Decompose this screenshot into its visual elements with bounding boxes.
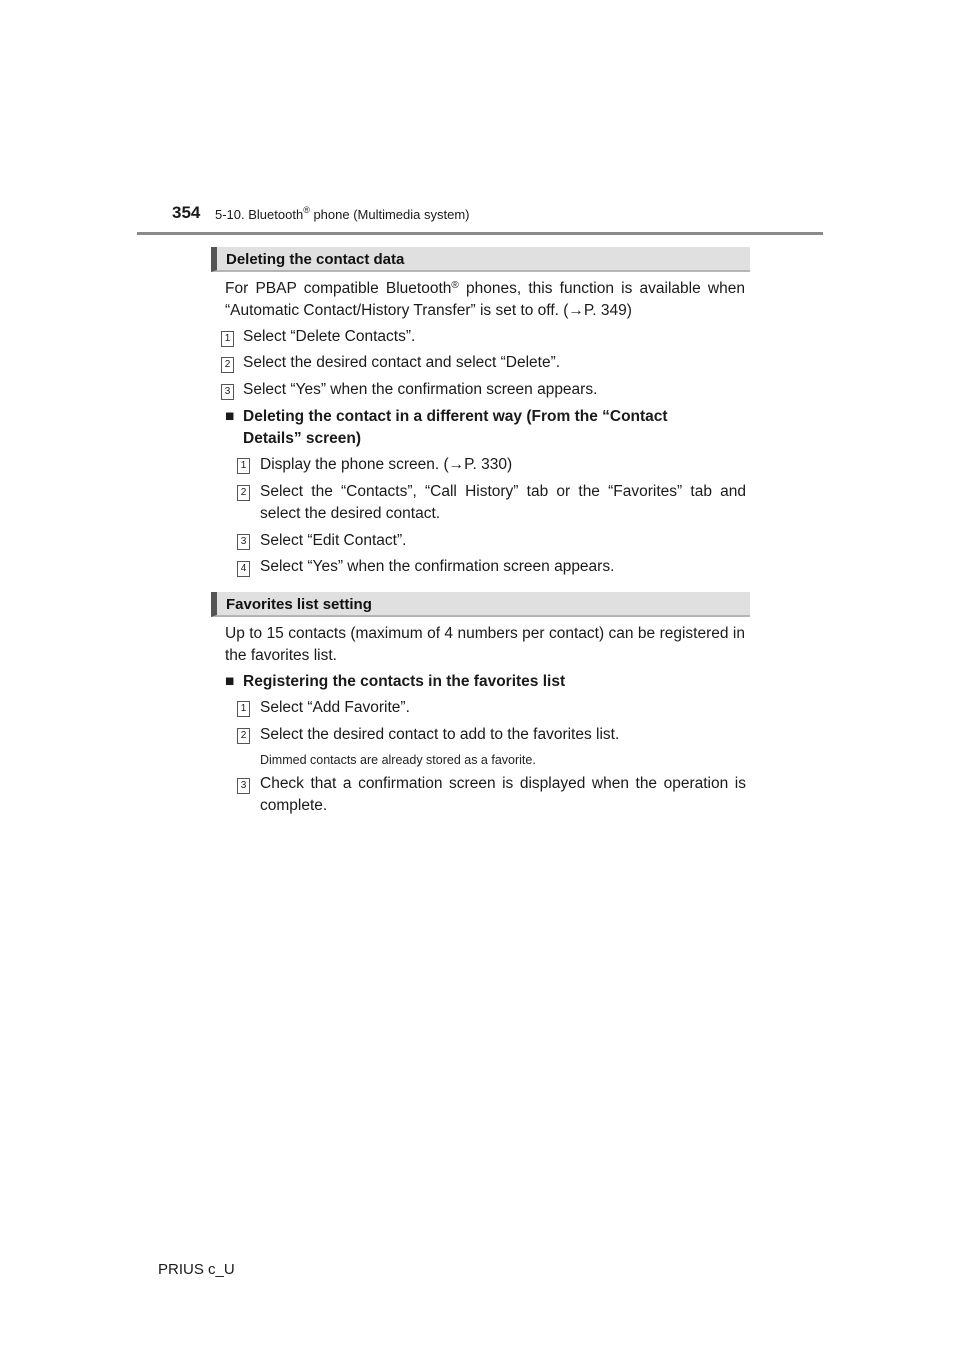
section2-intro: Up to 15 contacts (maximum of 4 numbers per contact) can be registered in the favorites list. <box>225 625 745 664</box>
step-text: Check that a confirmation screen is displayed when the operation is complete. <box>260 775 746 814</box>
step-text: Select “Yes” when the confirmation screen appears. <box>243 381 598 398</box>
section-heading-favorites: Favorites list setting <box>211 592 750 617</box>
step-number: 1 <box>237 458 250 474</box>
chapter-title: 5-10. Bluetooth® phone (Multimedia system) <box>215 205 470 222</box>
subheading-delete-different-way: ■ Deleting the contact in a different way (From the “Contact Details” screen) <box>225 408 668 447</box>
square-bullet-icon: ■ <box>225 408 235 425</box>
step-text: Select “Yes” when the confirmation screen appears. <box>260 558 615 575</box>
step-number: 3 <box>237 534 250 550</box>
note-dimmed-contacts: Dimmed contacts are already stored as a favorite. <box>260 753 536 767</box>
step-text: Select “Delete Contacts”. <box>243 328 416 345</box>
step-number: 2 <box>221 357 234 373</box>
step-number: 4 <box>237 561 250 577</box>
step-number: 2 <box>237 728 250 744</box>
page-number: 354 <box>172 203 201 222</box>
step-text: Select “Add Favorite”. <box>260 699 410 716</box>
step-text: Select the desired contact and select “Delete”. <box>243 354 561 371</box>
header-rule <box>137 232 823 235</box>
section-heading-deleting-contact: Deleting the contact data <box>211 247 750 272</box>
step-number: 2 <box>237 485 250 501</box>
step-text: Display the phone screen. (→P. 330) <box>260 456 513 473</box>
step-number: 3 <box>237 778 250 794</box>
step-number: 3 <box>221 384 234 400</box>
subheading-register-favorites: ■ Registering the contacts in the favorites list <box>225 671 745 693</box>
section1-intro: For PBAP compatible Bluetooth® phones, this function is available when “Automatic Contact/History Transfer” is set to off. (→P. 349) <box>225 280 745 319</box>
footer-model: PRIUS c_U <box>158 1261 235 1278</box>
step-text: Select “Edit Contact”. <box>260 532 407 549</box>
step-number: 1 <box>221 331 234 347</box>
step-text: Select the “Contacts”, “Call History” tab or the “Favorites” tab and select the desired contact. <box>260 483 746 522</box>
step-text: Select the desired contact to add to the favorites list. <box>260 726 620 743</box>
step-number: 1 <box>237 701 250 717</box>
square-bullet-icon: ■ <box>225 673 235 690</box>
